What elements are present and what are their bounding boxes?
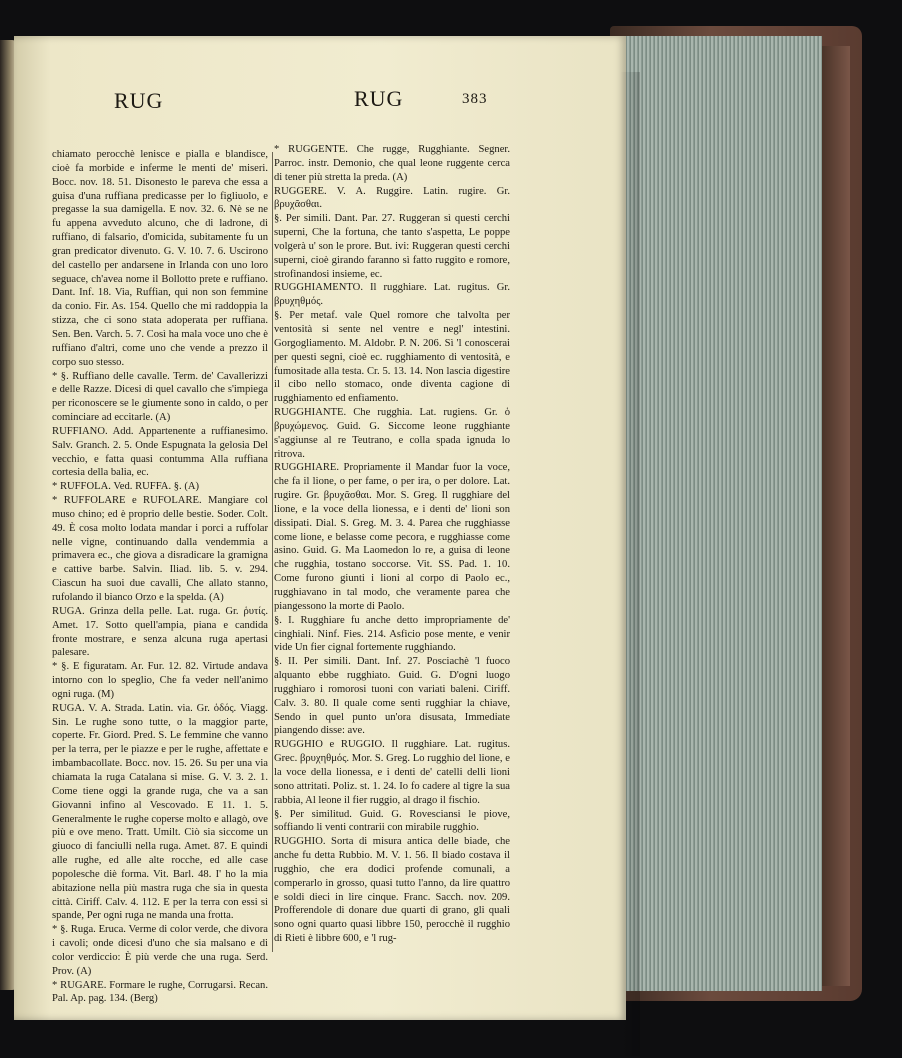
entry-paragraph: RUFFIANO. Add. Appartenente a ruffianesimo. Salv. Granch. 2. 5. Onde Espugnata la gelosia Del vecchio, e fatta quasi contumma Alla ruffiana cortesia della balia, ec. <box>52 425 268 479</box>
entry-paragraph: * RUGARE. Formare le rughe, Corrugarsi. Recan. Pal. Ap. pag. 134. (Berg) <box>52 979 268 1005</box>
entry-paragraph: RUGA. V. A. Strada. Latin. via. Gr. ὁδός. Viagg. Sin. Le rughe sono tutte, o la maggior parte, coperte. Fr. Giord. Pred. S. Le femmine che vanno per la terra, per le piazze e per le rughe, affettate e imbambacollate. Bocc. nov. 15. 26. Su per una via chiamata la ruga Catalana si mise. G. V. 3. 2. 1. Come tiene oggi la grande ruga, che va a san Giovanni infino al Vescovado. E 11. 1. 5. Generalmente le rughe coperse molto e allagò, ove più e ove meno. Tratt. Umilt. Ciò sia siccome un giuoco di fanciulli nella ruga. Amet. 87. E quindi alle rughe, ed alle alte rocche, ed alle case popolesche diè forma. Vit. Barl. 48. I' ho la mia abitazione nella più mastra ruga che sia in questa città. Ciriff. Calv. 4. 112. E per la terra con essi si spande, Per ogni ruga ne manda una frotta. <box>52 702 268 922</box>
entry-paragraph: §. I. Rugghiare fu anche detto impropriamente de' cinghiali. Ninf. Fies. 214. Asficio pose mente, e venir vide Un fier cignal fortemente rugghiando. <box>274 614 510 654</box>
page-number: 383 <box>462 91 488 107</box>
page-block-edges <box>620 36 822 991</box>
entry-paragraph: * §. E figuratam. Ar. Fur. 12. 82. Virtude andava intorno con lo speglio, Che fa veder nell'animo ogni ruga. (M) <box>52 661 268 700</box>
right-running-head: RUG <box>354 86 404 111</box>
entry-paragraph: RUGGHIO. Sorta di misura antica delle biade, che anche fu detta Rubbio. M. V. 1. 56. Il biado costava il rugghio, che era dodici profende comunali, a comperarlo in grosso, quasi tutto l'anno, da lire quattro e soldi dieci in lire cinque. Franc. Sacch. nov. 209. Profferendole di donare due quarti di grano, gli quali sono ogni quarto quasi libbre 150, perocchè il rugghio di Rieti è libbre 600, e 'l rug- <box>274 836 510 945</box>
entry-paragraph: §. Per metaf. vale Quel romore che talvolta per ventosità si sente nel ventre e negl' intestini. Gorgogliamento. M. Aldobr. P. N. 206. Sì 'l conoscerai per questi segni, cioè ec. rugghiamento di ventosità, e fumositade alla testa. Cr. 5. 13. 14. Non lascia digestire il cibo nello stomaco, onde diventa cagione di rugghiamento ed enfiamento. <box>274 310 510 405</box>
entry-paragraph: * RUFFOLARE e RUFOLARE. Mangiare col muso chino; ed è proprio delle bestie. Soder. Colt. 49. È cosa molto lodata mandar i porci a ruffolar nelle vigne, continuando dalla vendemmia a primavera ec., che giova a disradicare la gramigna e cattive barbe. Salvin. Iliad. lib. 5. v. 294. Ciascun ha suoi due cavalli, Che allato stanno, rufolando il bianco Orzo e la spelda. (A) <box>52 495 268 603</box>
entry-paragraph: * RUGGENTE. Che rugge, Rugghiante. Segner. Parroc. instr. Demonio, che qual leone ruggente cerca di tener più stretta la preda. (A) <box>274 144 510 183</box>
entry-paragraph: RUGGERE. V. A. Ruggire. Latin. rugire. Gr. βρυχᾶσθαι. <box>274 185 510 211</box>
entry-paragraph: * §. Ruffiano delle cavalle. Term. de' Cavallerizzi e delle Razze. Dicesi di quel cavallo che s'impiega per riconoscere se le giumente sono in caldo, o per cominciare ad eccitarle. (A) <box>52 370 268 424</box>
entry-paragraph: * RUFFOLA. Ved. RUFFA. §. (A) <box>52 481 200 493</box>
entry-paragraph: RUGA. Grinza della pelle. Lat. ruga. Gr. ῥυτίς. Amet. 17. Sotto quell'ampia, piana e candida fronte mostrare, e senza alcuna ruga apertasi palesare. <box>52 605 268 659</box>
right-column <box>274 143 510 963</box>
entry-paragraph: chiamato perocchè lenisce e pialla e blandisce, cioè fa morbide e inferme le menti de' miseri. Bocc. nov. 18. 51. Disonesto le pareva che essa a guisa d'una ruffiana predicasse per lo figliuolo, e pregasse la sua damigella. E nov. 32. 6. Nè se ne fu appena avveduto alcuno, che di ladrone, di ruffiano, di falsario, d'omicida, subitamente fu un gran predicator divenuto. G. V. 10. 7. 6. Uscirono del castello per andarsene in Irlanda con uno loro seguace, ch'avea nome il Bollotto prete e ruffiano. Dant. Inf. 18. Via, Ruffian, qui non son femmine da conio. Fir. As. 154. Quello che mi raddoppia la stizza, che ci sono stata adoperata per ruffiana. Sen. Ben. Varch. 5. 7. Così ha mala voce uno che è ruffiano d'altri, come uno che vende a prezzo il corpo suo stesso. <box>52 149 268 368</box>
dictionary-page <box>14 36 626 1020</box>
entry-paragraph: RUGGHIAMENTO. Il rugghiare. Lat. rugitus. Gr. βρυχηθμός. <box>274 282 510 308</box>
entry-paragraph: §. II. Per simili. Dant. Inf. 27. Posciachè 'l fuoco alquanto ebbe rugghiato. Guid. G. D'ogni luogo rugghiaro i romorosi tuoni con variati baleni. Ciriff. Calv. 3. 80. Il quale come senti rugghiar la chiave, Sendo in quel punto un'ora disusata, Immediate piangendo disse: ave. <box>274 656 510 737</box>
entry-paragraph: RUGGHIANTE. Che rugghia. Lat. rugiens. Gr. ὁ βρυχώμενος. Guid. G. Siccome leone rugghiante s'aggiunse al re Teutrano, e colla spada ignuda lo ritrova. <box>274 407 510 460</box>
left-running-head: RUG <box>114 88 164 113</box>
entry-paragraph: RUGGHIARE. Propriamente il Mandar fuor la voce, che fa il lione, o per fame, o per ira, o per dolore. Lat. rugire. Gr. βρυχᾶσθαι. Mor. S. Greg. Il rugghiare del lione, e la voce della lionessa, e i denti de' lioni son dissipati. Dial. S. Greg. M. 3. 4. Parea che rugghiasse come lione, e belasse come pecora, e rugghiasse come asino. Guid. G. Ma Laomedon lo re, a guisa di leone che rugghia, tostano soccorse. Vit. SS. Pad. 1. 10. Come furono giunti i lioni al corpo di Paolo ec., rugghiavano in tal modo, che veramente parea che piangessono la morte di Paolo. <box>274 462 510 612</box>
entry-paragraph: §. Per similitud. Guid. G. Rovesciansi le piove, soffiando li venti contrarii con mirabile rugghio. <box>274 808 510 834</box>
entry-paragraph: RUGGHIO e RUGGIO. Il rugghiare. Lat. rugitus. Grec. βρυχηθμός. Mor. S. Greg. Lo rugghio del lione, e la voce della lionessa, e i denti de' catelli delli lioni sono attritati. Poliz. st. 1. 24. Io fo cadere al tigre la sua rabbia, Al leone il fier ruggio, al drago il fischio. <box>274 739 510 806</box>
entry-paragraph: §. Per simili. Dant. Par. 27. Ruggeran sì questi cerchi superni, Che la fortuna, che tanto s'aspetta, Le poppe volgerà u' son le prore. But. ivi: Ruggeran questi cerchi superni, cioè girando faranno sì fatto ruggito e romore, strofinandosi insieme, ec. <box>274 213 510 280</box>
entry-paragraph: * §. Ruga. Eruca. Verme di color verde, che divora i cavoli; onde dicesi d'uno che sia malsano e di color verdiccio: È più verde che una ruga. Serd. Prov. (A) <box>52 924 268 977</box>
column-divider <box>272 152 273 952</box>
page-gutter-shadow <box>620 72 640 1056</box>
left-column <box>52 148 268 1005</box>
